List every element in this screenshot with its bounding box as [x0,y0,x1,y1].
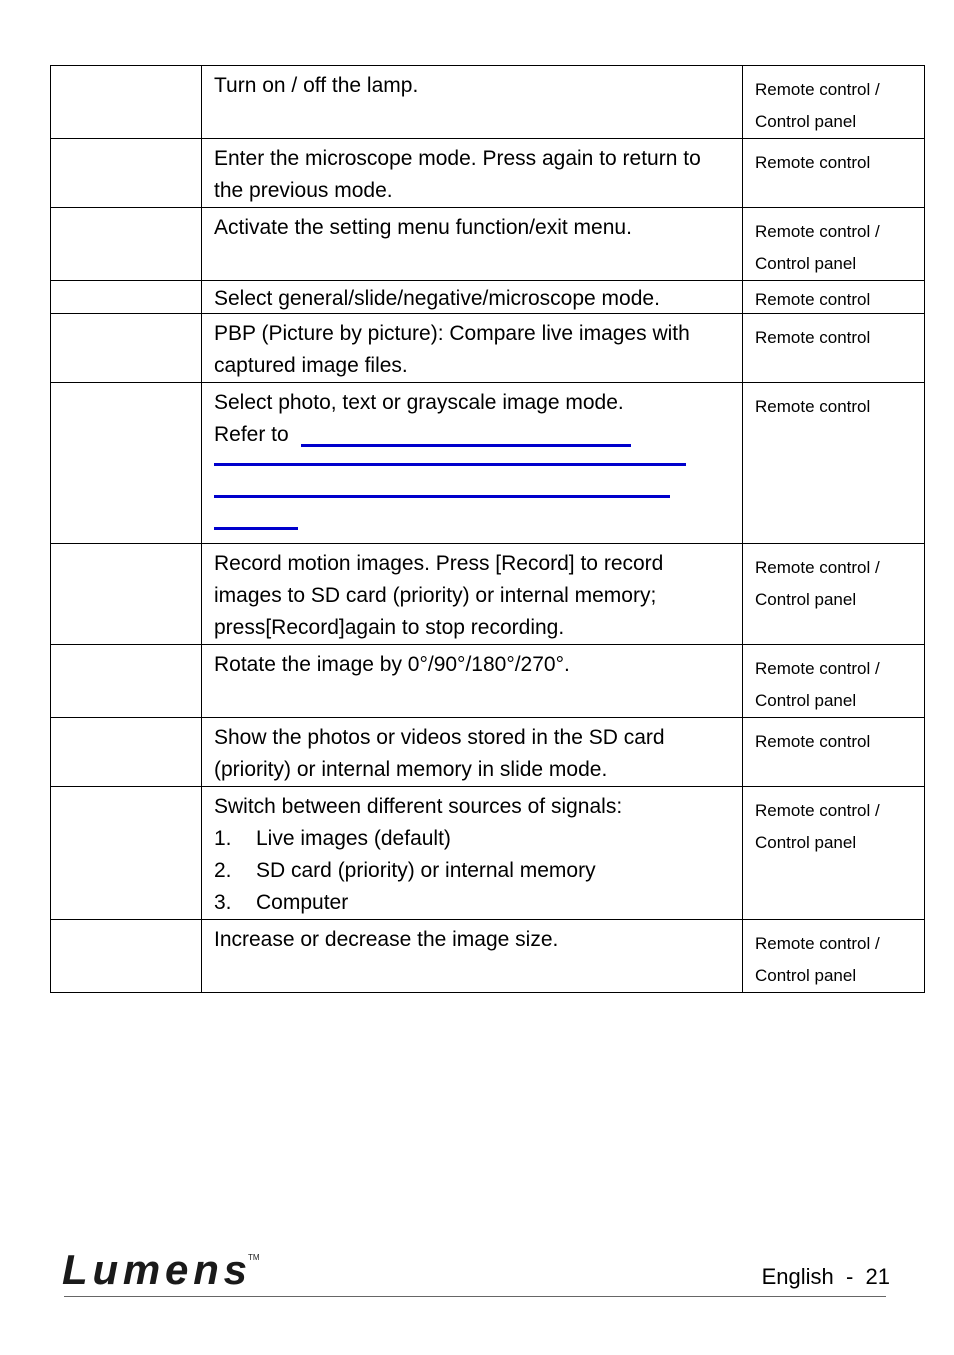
button-icon-cell [51,66,202,139]
description-cell: Increase or decrease the image size. [202,920,743,993]
source-cell: Remote control [743,718,925,787]
table-row [51,718,925,787]
table-row [51,139,925,208]
button-icon-cell [51,314,202,383]
button-icon-cell [51,281,202,314]
refer-to-text: Refer to [214,423,289,446]
function-table [50,65,925,993]
page-number: English - 21 [761,1264,890,1289]
button-icon-cell [51,139,202,208]
source-cell: Remote control / Control panel [743,920,925,993]
reference-link-continued[interactable] [214,463,686,466]
source-switch-text: Switch between different sources of signals: [214,795,623,818]
table-row [51,314,925,383]
table-row [51,281,925,314]
source-cell: Remote control / Control panel [743,208,925,281]
table-row [51,920,925,993]
button-icon-cell [51,208,202,281]
lumens-logo [62,1248,262,1297]
source-cell: Remote control [743,281,925,314]
table-row [51,787,925,920]
description-cell: Enter the microscope mode. Press again to return to the previous mode. [202,139,743,208]
button-icon-cell [51,383,202,544]
table-row [51,544,925,645]
source-list [214,823,732,919]
source-cell: Remote control / Control panel [743,645,925,718]
button-icon-cell [51,718,202,787]
reference-link[interactable] [301,444,631,447]
description-cell: Turn on / off the lamp. [202,66,743,139]
list-item: 2. SD card (priority) or internal memory [214,859,596,882]
source-cell: Remote control [743,314,925,383]
source-cell: Remote control / Control panel [743,787,925,920]
list-item: 1. Live images (default) [214,827,451,850]
footer-divider [64,1296,886,1297]
description-cell [202,383,743,544]
button-icon-cell [51,544,202,645]
list-item: 3. Computer [214,891,349,914]
reference-link-continued[interactable] [214,527,298,530]
source-cell: Remote control / Control panel [743,66,925,139]
description-cell: PBP (Picture by picture): Compare live images with captured image files. [202,314,743,383]
table-row [51,645,925,718]
source-cell: Remote control [743,383,925,544]
description-cell: Rotate the image by 0°/90°/180°/270°. [202,645,743,718]
button-icon-cell [51,787,202,920]
button-icon-cell [51,920,202,993]
reference-link-continued[interactable] [214,495,670,498]
logo-text: Lumens [62,1248,247,1292]
description-cell: Show the photos or videos stored in the SD card (priority) or internal memory in slide mode. [202,718,743,787]
table-row [51,66,925,139]
table-row [51,208,925,281]
image-mode-text: Select photo, text or grayscale image mode. [214,391,624,414]
button-icon-cell [51,645,202,718]
source-cell: Remote control [743,139,925,208]
description-cell: Select general/slide/negative/microscope mode. [202,281,743,314]
description-cell: Record motion images. Press [Record] to record images to SD card (priority) or internal memory; press[Record]again to stop recording. [202,544,743,645]
source-cell: Remote control / Control panel [743,544,925,645]
description-cell: Activate the setting menu function/exit menu. [202,208,743,281]
trademark-mark: TM [248,1253,260,1262]
table-row [51,383,925,544]
description-cell [202,787,743,920]
